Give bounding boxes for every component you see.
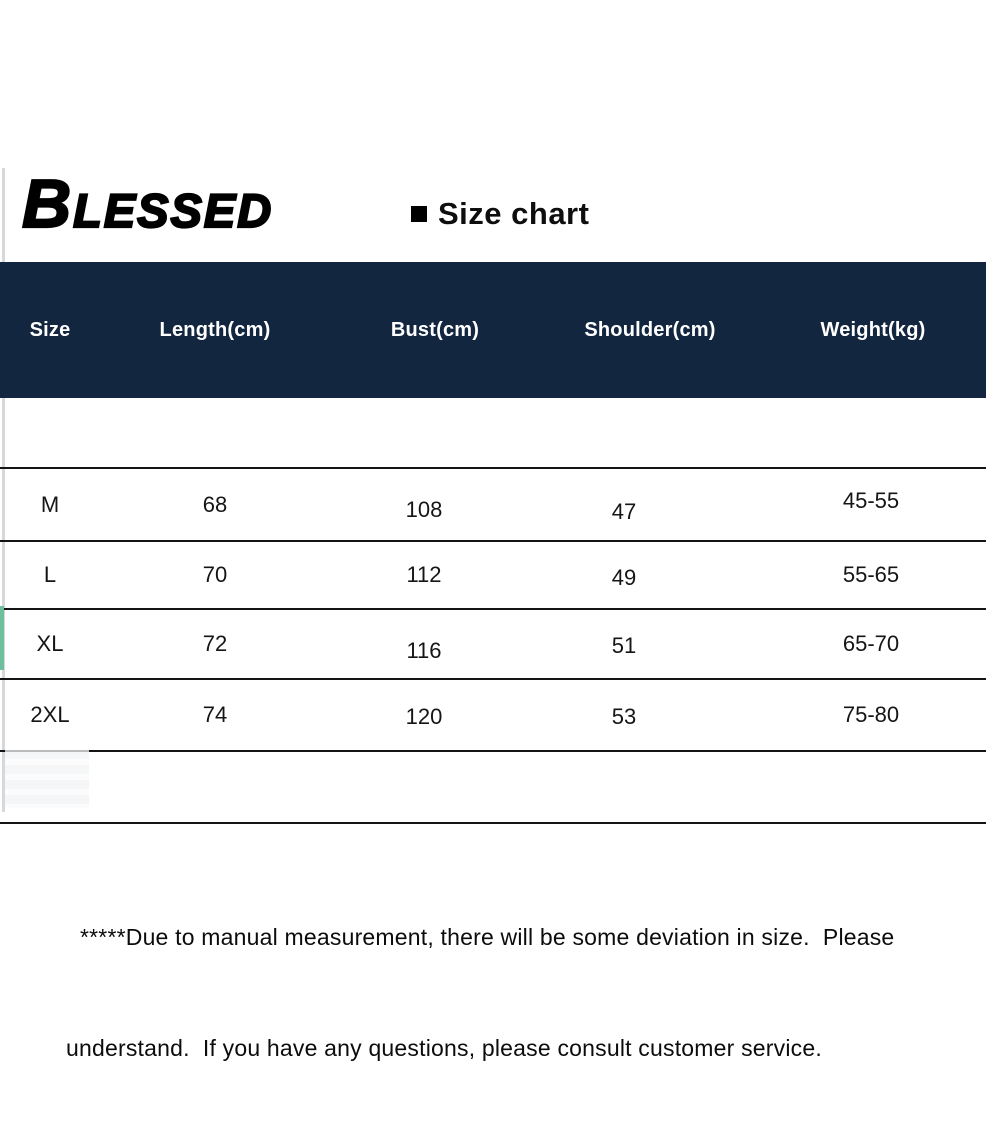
section-title-label: Size chart <box>438 196 590 231</box>
cell-weight: 65-70 <box>842 631 900 656</box>
square-bullet-icon <box>411 206 427 222</box>
cell-weight: 45-55 <box>842 487 900 513</box>
col-header-weight: Weight(kg) <box>820 318 926 341</box>
accent-strip <box>0 606 4 670</box>
cell-shoulder: 49 <box>611 565 637 590</box>
cell-bust: 112 <box>406 562 442 587</box>
cell-size: XL <box>36 631 64 656</box>
cell-shoulder: 53 <box>611 704 637 729</box>
cell-length: 72 <box>202 631 228 656</box>
table-row-m <box>0 469 986 542</box>
table-row-l <box>0 542 986 610</box>
brand-logo <box>22 166 274 242</box>
table-row-xl <box>0 610 986 680</box>
cell-size: 2XL <box>30 702 70 727</box>
scan-smudge-artifact <box>5 750 89 808</box>
cell-bust: 116 <box>406 638 442 663</box>
disclaimer-note <box>66 845 926 1141</box>
cell-bust: 108 <box>405 496 443 522</box>
cell-weight: 75-80 <box>842 702 900 727</box>
col-header-shoulder: Shoulder(cm) <box>584 318 716 341</box>
cell-length: 74 <box>202 702 228 727</box>
cell-length: 68 <box>202 491 228 517</box>
section-title <box>411 196 589 232</box>
cell-size: L <box>43 562 57 587</box>
col-header-length: Length(cm) <box>159 318 271 341</box>
col-header-size: Size <box>29 318 71 341</box>
cell-shoulder: 51 <box>611 633 637 658</box>
disclaimer-line-2: understand. If you have any questions, please consult customer service. <box>66 1035 822 1061</box>
size-table <box>0 262 986 824</box>
brand-logo-rest: LESSED <box>73 184 274 237</box>
cell-weight: 55-65 <box>842 562 900 587</box>
table-spacer-row <box>0 398 986 469</box>
cell-length: 70 <box>202 562 228 587</box>
table-empty-row <box>0 752 986 824</box>
cell-size: M <box>40 491 60 517</box>
cell-bust: 120 <box>405 704 443 729</box>
table-row-2xl <box>0 680 986 752</box>
disclaimer-line-1: *****Due to manual measurement, there will be some deviation in size. Please <box>80 924 895 950</box>
col-header-bust: Bust(cm) <box>390 318 480 341</box>
table-header-row <box>0 262 986 398</box>
brand-logo-initial: B <box>22 166 74 242</box>
cell-shoulder: 47 <box>611 498 637 524</box>
